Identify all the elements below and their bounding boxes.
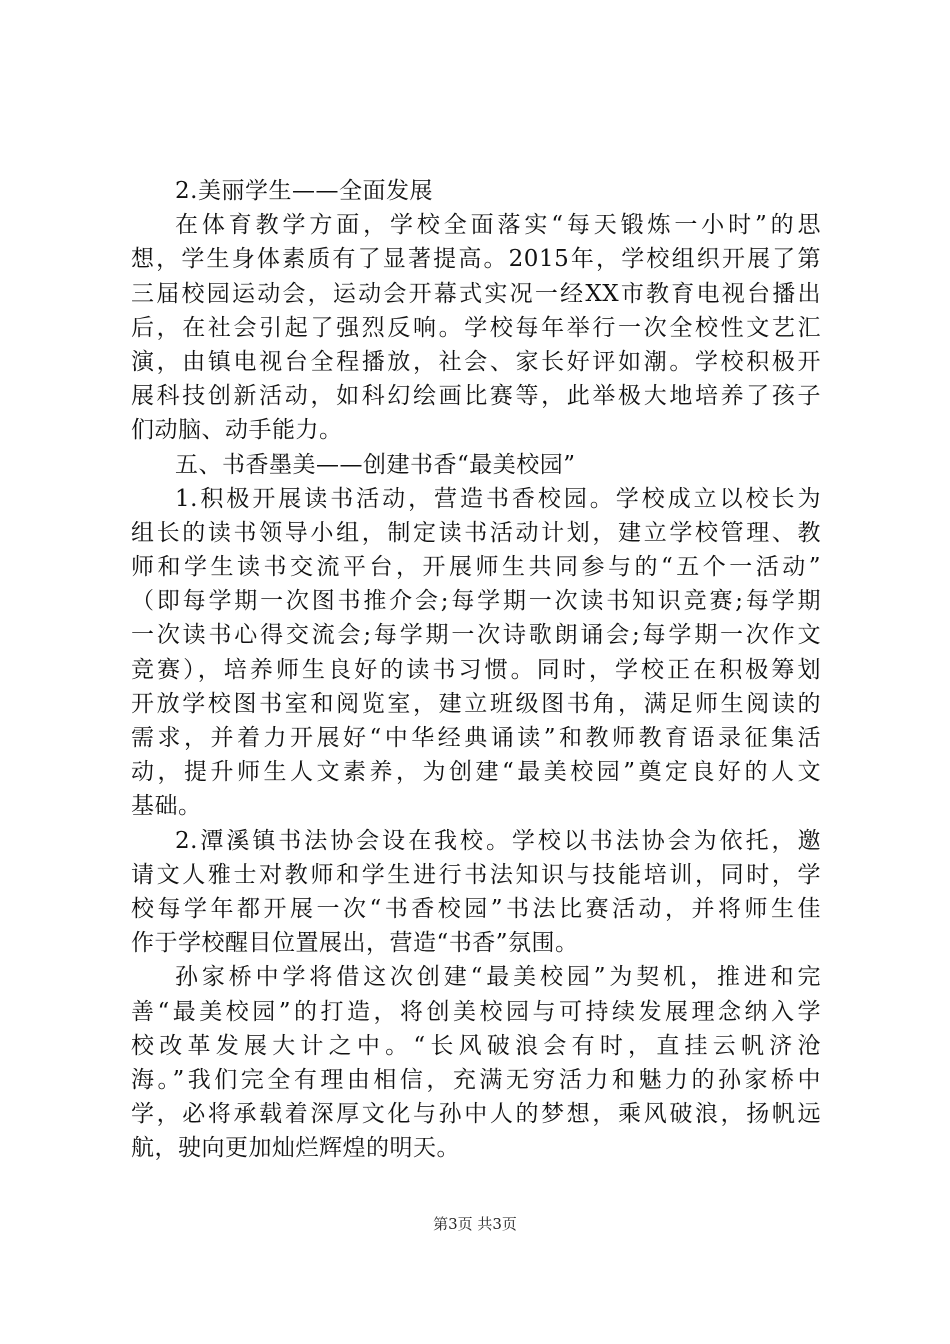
text-line: 2.美丽学生——全面发展 bbox=[175, 178, 433, 204]
text-line: 海。”我们完全有理由相信，充满无穷活力和魅力的孙家桥中 bbox=[131, 1066, 821, 1093]
paragraph-p2 bbox=[131, 208, 821, 447]
text-line: 三届校园运动会，运动会开幕式实况一经XX市教育电视台播出 bbox=[131, 280, 821, 307]
text-line: 动，提升师生人文素养，为创建“最美校园”奠定良好的人文 bbox=[131, 759, 821, 786]
text-line: 竞赛），培养师生良好的读书习惯。同时，学校正在积极筹划 bbox=[131, 656, 821, 683]
text-line: 基础。 bbox=[131, 793, 202, 820]
text-line: 们动脑、动手能力。 bbox=[131, 417, 343, 444]
text-line: 演，由镇电视台全程播放，社会、家长好评如潮。学校积极开 bbox=[131, 348, 821, 375]
text-line: 善“最美校园”的打造，将创美校园与可持续发展理念纳入学 bbox=[131, 998, 821, 1025]
text-line: 需求，并着力开展好“中华经典诵读”和教师教育语录征集活 bbox=[131, 725, 821, 751]
text-line: 想，学生身体素质有了显著提高。2015年，学校组织开展了第 bbox=[131, 246, 821, 273]
text-line: 2.潭溪镇书法协会设在我校。学校以书法协会为依托，邀 bbox=[175, 827, 821, 854]
text-line: 作于学校醒目位置展出，营造“书香”氛围。 bbox=[131, 930, 579, 957]
text-line: 孙家桥中学将借这次创建“最美校园”为契机，推进和完 bbox=[175, 964, 821, 991]
text-line: 师和学生读书交流平台，开展师生共同参与的“五个一活动” bbox=[131, 554, 821, 581]
paragraph-p1 bbox=[131, 174, 821, 208]
paragraph-p5 bbox=[131, 824, 821, 961]
paragraph-p6 bbox=[131, 960, 821, 1165]
text-line: 开放学校图书室和阅览室，建立班级图书角，满足师生阅读的 bbox=[131, 690, 821, 717]
text-line: 五、书香墨美——创建书香“最美校园” bbox=[175, 451, 576, 478]
document-body bbox=[131, 174, 821, 1165]
text-line: 一次读书心得交流会;每学期一次诗歌朗诵会;每学期一次作文 bbox=[131, 622, 821, 649]
text-line: （即每学期一次图书推介会;每学期一次读书知识竞赛;每学期 bbox=[131, 588, 821, 615]
page-footer: 第3页 共3页 bbox=[433, 1215, 517, 1233]
text-line: 学，必将承载着深厚文化与孙中人的梦想，乘风破浪，扬帆远 bbox=[131, 1101, 821, 1128]
text-line: 后，在社会引起了强烈反响。学校每年举行一次全校性文艺汇 bbox=[131, 314, 821, 341]
text-line: 请文人雅士对教师和学生进行书法知识与技能培训，同时，学 bbox=[131, 861, 821, 888]
text-line: 校改革发展大计之中。“长风破浪会有时，直挂云帆济沧 bbox=[131, 1032, 821, 1059]
text-line: 组长的读书领导小组，制定读书活动计划，建立学校管理、教 bbox=[131, 519, 821, 546]
paragraph-p3 bbox=[131, 448, 821, 482]
text-line: 校每学年都开展一次“书香校园”书法比赛活动，并将师生佳 bbox=[131, 895, 821, 922]
text-line: 1.积极开展读书活动，营造书香校园。学校成立以校长为 bbox=[175, 485, 821, 512]
text-line: 展科技创新活动，如科幻绘画比赛等，此举极大地培养了孩子 bbox=[131, 383, 821, 410]
text-line: 航，驶向更加灿烂辉煌的明天。 bbox=[131, 1135, 460, 1162]
text-line: 在体育教学方面，学校全面落实“每天锻炼一小时”的思 bbox=[175, 212, 821, 239]
paragraph-p4 bbox=[131, 482, 821, 824]
